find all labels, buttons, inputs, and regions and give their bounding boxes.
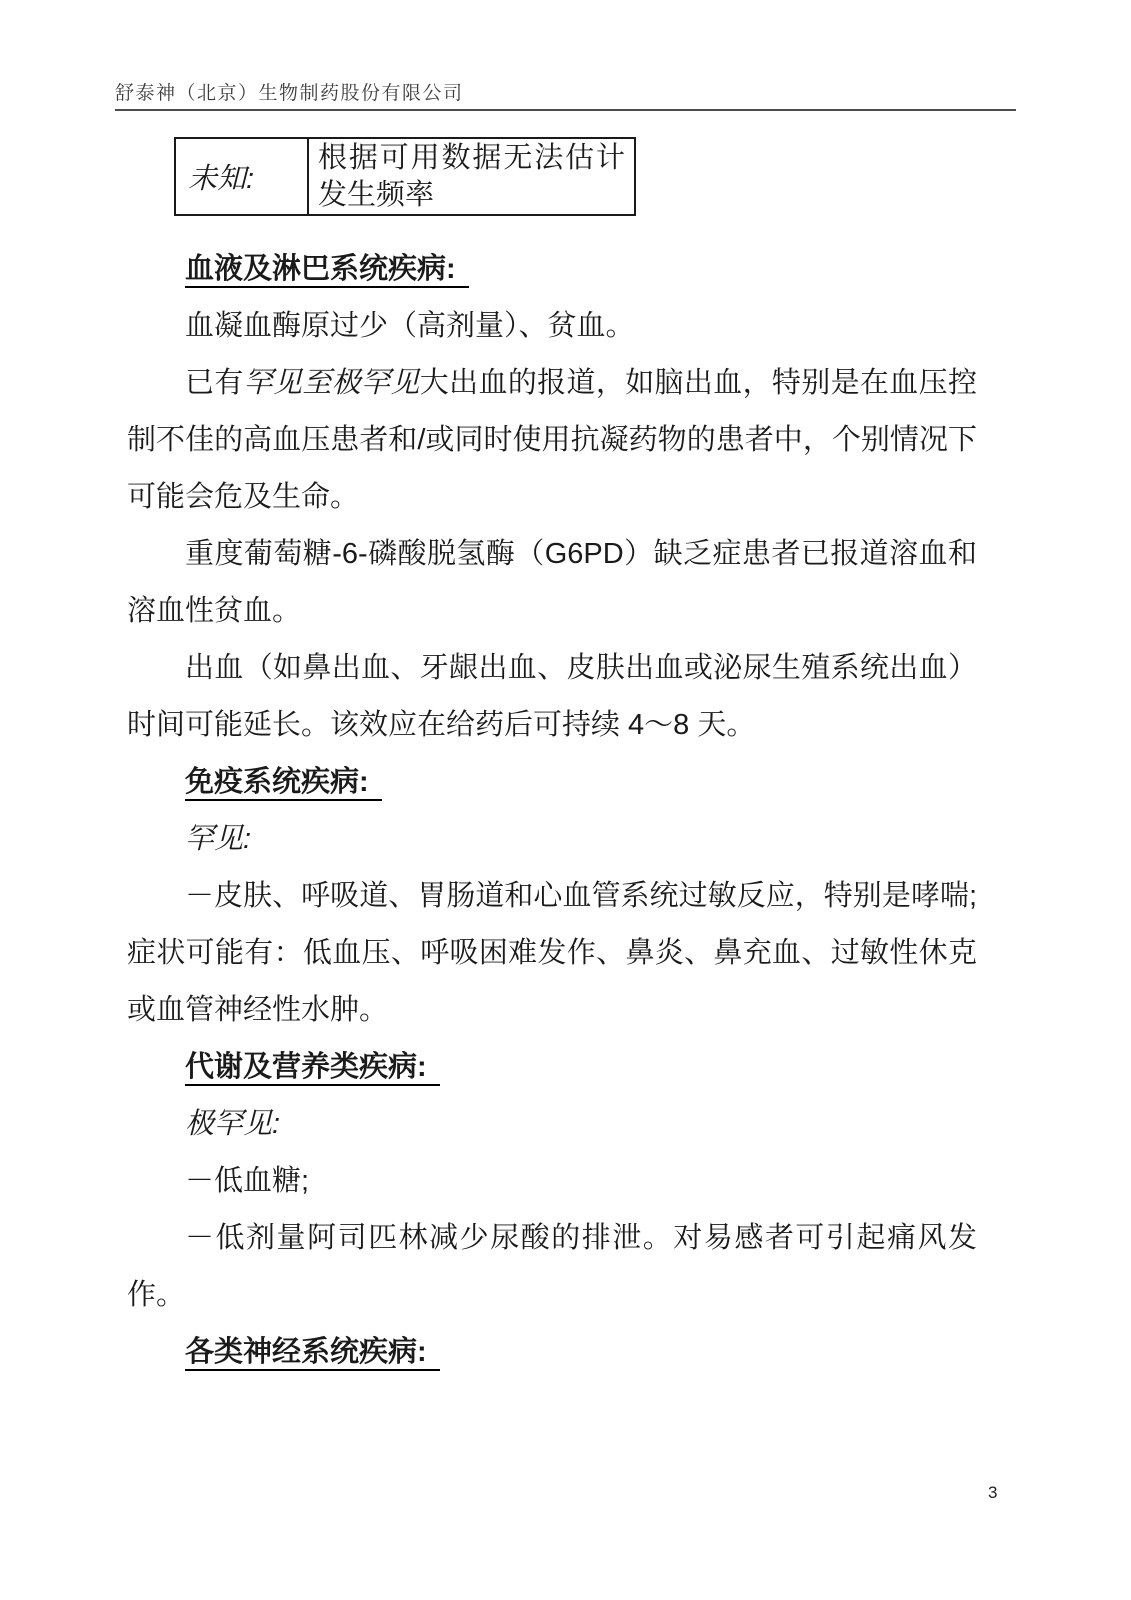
section-heading (127, 241, 977, 298)
company-name: 舒泰神（北京）生物制药股份有限公司 (115, 83, 464, 104)
section-heading (127, 1039, 977, 1096)
paragraph (127, 1153, 977, 1210)
text-run-italic: 极罕见: (185, 1108, 281, 1140)
frequency-table (174, 137, 636, 216)
page-header (115, 82, 1016, 111)
paragraph (127, 355, 977, 526)
text-run: 重度葡萄糖-6-磷酸脱氢酶（G6PD）缺乏症患者已报道溶血和溶血性贫血。 (127, 538, 977, 627)
paragraph (127, 640, 977, 754)
section-heading-text: 各类神经系统疾病: (185, 1336, 440, 1371)
frequency-table-row (175, 138, 635, 215)
section-heading-text: 代谢及营养类疾病: (185, 1051, 440, 1086)
text-run: －皮肤、呼吸道、胃肠道和心血管系统过敏反应，特别是哮喘;症状可能有：低血压、呼吸困难发作、鼻炎、鼻充血、过敏性休克或血管神经性水肿。 (127, 880, 977, 1026)
text-run: 血凝血酶原过少（高剂量）、贫血。 (185, 310, 635, 342)
text-run-italic: 罕见: (185, 823, 252, 855)
section-heading (127, 1324, 977, 1381)
frequency-term-cell: 未知: (175, 138, 308, 215)
text-run: 已有 (185, 367, 244, 399)
paragraph (127, 868, 977, 1039)
text-run: －低剂量阿司匹林减少尿酸的排泄。对易感者可引起痛风发作。 (127, 1222, 977, 1311)
frequency-description-cell: 根据可用数据无法估计发生频率 (308, 138, 635, 215)
frequency-table-body (175, 138, 635, 215)
text-run: 出血（如鼻出血、牙龈出血、皮肤出血或泌尿生殖系统出血）时间可能延长。该效应在给药后可持续 4～8 天。 (127, 652, 977, 741)
paragraph (127, 298, 977, 355)
paragraph (127, 526, 977, 640)
section-heading (127, 754, 977, 811)
section-heading-text: 免疫系统疾病: (185, 766, 382, 801)
paragraph (127, 1210, 977, 1324)
paragraph (127, 1096, 977, 1153)
text-run: －低血糖; (185, 1165, 310, 1197)
paragraph (127, 811, 977, 868)
page-number: 3 (988, 1483, 998, 1502)
text-run-italic: 罕见至极罕见 (243, 367, 420, 399)
text-run: 大出血的报道，如脑出血，特别是在血压控制不佳的高血压患者和/或同时使用抗凝药物的患者中，个别情况下可能会危及生命。 (127, 367, 977, 513)
section-heading-text: 血液及淋巴系统疾病: (185, 253, 469, 288)
document-content (127, 241, 977, 1381)
